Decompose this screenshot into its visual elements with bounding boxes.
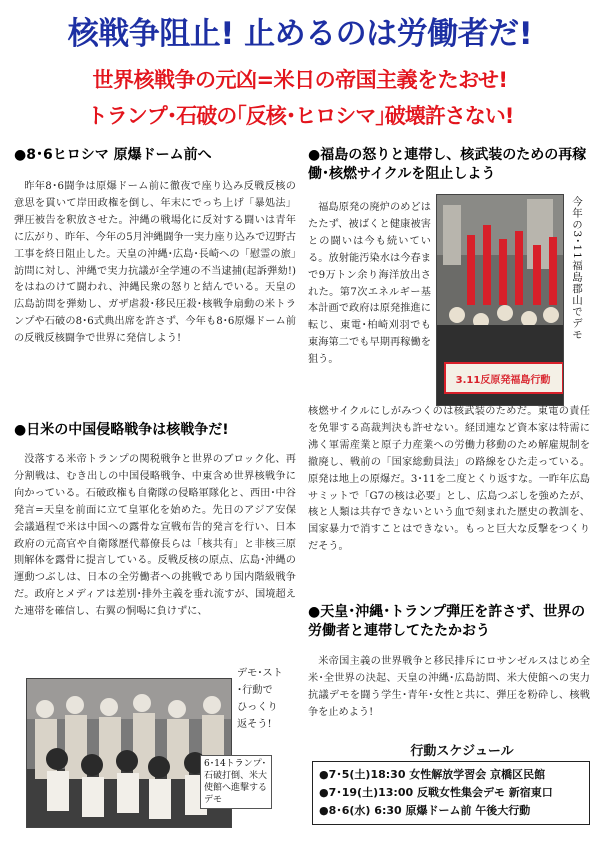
schedule-item: ●7･5(土)18:30 女性解放学習会 京橋区民館 — [319, 768, 546, 781]
tail-line: ひっくり — [237, 702, 278, 713]
section-china-tail — [237, 665, 297, 733]
section-heading: ●日米の中国侵略戦争は核戦争だ! — [14, 422, 229, 438]
section-fukushima — [308, 146, 590, 184]
section-hiroshima — [14, 146, 296, 348]
schedule-box — [312, 761, 590, 825]
section-heading: ●8･6ヒロシマ 原爆ドーム前へ — [14, 147, 212, 163]
tokyo-demo-caption — [200, 755, 272, 809]
banner-text: 3.11反原発福島行動 — [455, 375, 551, 386]
section-heading: ●福島の怒りと連帯し、核武装のための再稼働･核燃サイクルを阻止しよう — [308, 147, 587, 182]
caption-text: 6･14トランプ･石破打倒、米大使館へ進撃するデモ — [204, 759, 268, 805]
subtitle-line-1: 世界核戦争の元凶=米日の帝国主義をたおせ! — [92, 68, 508, 92]
subtitle-line-2: トランプ･石破の｢反核･ヒロシマ｣破壊許さない! — [86, 104, 514, 128]
action-schedule — [312, 740, 590, 825]
page-title: 核戦争阻止! 止めるのは労働者だ! — [67, 16, 533, 52]
section-body: 没落する米帝トランプの関税戦争と世界のブロック化、再分割戦は、むき出しの中国侵略戦争、中東含め世界核戦争に向かっている。石破政権も自衛隊の侵略軍隊化と、西田･中谷発言=天皇を前面に立て皇軍化を始めた。先日のアジア安保会議過程で米は中国への露骨な宣戦布告的発言を行い、日本政府の元高官や自衛隊歴代幕僚長らは「核共有」と非核三原則解体を露骨に提言している。反戦反核の原点、広島･沖縄の運動つぶしは、日本の全労働者への挑戦であり国内階級戦争だ。政府とメディアは差別･排外主義を垂れ流すが、国境超えた連帯を確信し、右翼の恫喝に負けずに、 — [14, 454, 296, 618]
fukushima-photo-caption: 今年の3･11福島郡山でデモ — [571, 196, 583, 341]
schedule-item: ●8･6(水) 6:30 原爆ドーム前 午後大行動 — [319, 804, 531, 817]
schedule-item: ●7･19(土)13:00 反戦女性集会デモ 新宿東口 — [319, 786, 553, 799]
section-fukushima-body-2: 核燃サイクルにしがみつくのは核武装のためだ。東電の責任を免罪する高裁判決も許せない。経団連など資本家は特需に沸く軍需産業と原子力産業への労働力移動のため解雇規制を撤廃し、戦前の「国家総動員法」の路線をひた走っている。原発は地上の原爆だ。3･11を二度とくり返すな。一昨年広島サミットで「G7の核は必要」とし、広島つぶしを強めたが、核と人類は共存できないという血で刻まれた歴史の教訓を、国家暴力で消すことはできない。もっと巨大な反撃をつくりだそう。 — [308, 406, 590, 553]
section-body: 米帝国主義の世界戦争と移民排斥にロサンゼルスはじめ全米･全世界の決起、天皇の沖縄･広島訪問、米大使館への実力抗議デモを闘う学生･青年･女性と共に、弾圧を粉砕し、核戦争を止めよう! — [308, 656, 590, 718]
section-china — [14, 421, 296, 621]
tail-line: ･行動で — [237, 685, 273, 696]
tail-line: 返そう! — [237, 719, 272, 730]
fukushima-demo-photo — [436, 194, 564, 406]
section-fukushima-body-1: 福島原発の廃炉のめどはたたず、被ばくと健康被害との闘いは今も続いている。放射能汚染水は今春まで9万トン余り海洋放出された。第7次エネルギー基本計画で政府は原発推進に転じ、東電･柏崎刈羽でも東海第二でも早期再稼働を狙う。 — [308, 202, 431, 366]
schedule-title: 行動スケジュール — [410, 744, 514, 759]
section-emperor — [308, 603, 590, 722]
tail-line: デモ･スト — [237, 668, 283, 679]
section-body: 昨年8･6闘争は原爆ドーム前に徹夜で座り込み反戦反核の意思を貫いて岸田政権を倒し、年末にでっち上げ「暴処法」弾圧被告を釈放させた。沖縄の戦場化に反対する闘いは青年に広がり、昨年、今年の5月沖縄闘争一実力座り込みで辺野古工事を終日阻止した。天皇の沖縄･広島･長崎への「慰霊の旅」訪問に対し、沖縄で実力抗議が全学連の不当逮捕(起訴弾劾!)をはねのけて闘われ、沖縄民衆の怒りと結んでいる。天皇の広島訪問を弾劾し、ガザ虐殺･移民圧殺･核戦争扇動の米トランプや石破の8･6式典出席を許さず、今年も8･6原爆ドーム前の反戦反核闘争で世界に発信しよう! — [14, 181, 296, 345]
section-heading: ●天皇･沖縄･トランプ弾圧を許さず、世界の労働者と連帯してたたかおう — [308, 604, 586, 639]
